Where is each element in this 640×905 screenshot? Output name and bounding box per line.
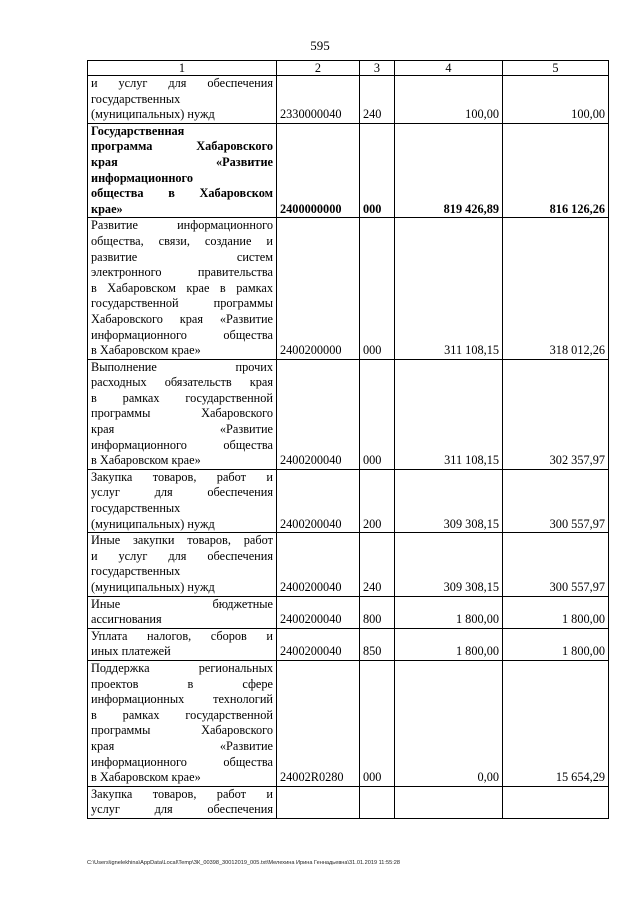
table-row [88,359,609,469]
expense-name-line: и услуг для обеспечения [91,76,273,90]
file-path-footer: C:\Users\ignelekhina\AppData\Local\Temp\ЗК_00398_30012019_005.txt\Мелехина Ирина Геннадьевна\31.01.2019 11:55:28 [87,860,400,866]
expense-name-line: ассигнования [91,612,162,627]
amount-year2-cell: 100,00 [503,76,609,124]
expense-name-cell [88,469,277,532]
table-row [88,469,609,532]
expense-name-line: информационного [91,170,193,185]
expense-kind-cell: 200 [360,469,395,532]
budget-table [87,60,609,819]
expense-name-line: Закупка товаров, работ и [91,786,273,801]
expense-name-line: Развитие информационного [91,218,273,233]
expense-kind-cell: 000 [360,359,395,469]
amount-year2-cell: 300 557,97 [503,469,609,532]
target-code-cell: 2400200000 [277,218,360,359]
table-row [88,123,609,218]
target-code-cell: 2400000000 [277,123,360,218]
expense-name-cell [88,359,277,469]
expense-name-cell [88,76,277,124]
target-code-cell: 2400200040 [277,596,360,628]
expense-name-cell [88,218,277,359]
expense-name-line: в Хабаровском крае» [91,343,201,358]
table-row [88,660,609,786]
expense-name-line: края «Развитие [91,738,273,753]
expense-name-line: информационного общества [91,327,273,342]
amount-year1-cell: 309 308,15 [395,533,503,596]
expense-name-line: общества в Хабаровском [91,186,273,201]
amount-year2-cell: 1 800,00 [503,596,609,628]
expense-name-line: общества, связи, создание и [91,233,273,248]
column-header-1: 1 [88,61,277,76]
target-code-cell: 24002R0280 [277,660,360,786]
amount-year2-cell [503,786,609,818]
amount-year1-cell: 0,00 [395,660,503,786]
table-row [88,596,609,628]
expense-name-line: края «Развитие [91,154,273,169]
expense-name-line: государственной программы [91,296,273,311]
expense-name-cell [88,660,277,786]
amount-year1-cell: 311 108,15 [395,359,503,469]
expense-kind-cell [360,786,395,818]
expense-name-cell [88,123,277,218]
amount-year1-cell: 819 426,89 [395,123,503,218]
amount-year1-cell: 1 800,00 [395,596,503,628]
table-row [88,533,609,596]
amount-year2-cell: 300 557,97 [503,533,609,596]
amount-year1-cell: 1 800,00 [395,628,503,660]
expense-name-line: Хабаровского края «Развитие [91,311,273,326]
expense-name-line: информационного общества [91,754,273,769]
expense-name-line: крае» [91,201,123,216]
expense-name-line: информационных технологий [91,692,273,707]
amount-year2-cell: 15 654,29 [503,660,609,786]
expense-name-cell [88,596,277,628]
target-code-cell: 2400200040 [277,469,360,532]
expense-name-line: государственных [91,564,181,579]
expense-name-line: Иные бюджетные [91,596,273,611]
column-header-3: 3 [360,61,395,76]
table-body [88,76,609,819]
target-code-cell [277,786,360,818]
expense-name-line: Иные закупки товаров, работ [91,533,273,548]
column-header-2: 2 [277,61,360,76]
amount-year1-cell: 311 108,15 [395,218,503,359]
target-code-cell: 2400200040 [277,628,360,660]
expense-name-line: (муниципальных) нужд [91,107,215,122]
expense-kind-cell: 000 [360,218,395,359]
expense-name-line: в рамках государственной [91,390,273,405]
expense-kind-cell: 800 [360,596,395,628]
page-number: 595 [310,38,330,53]
expense-name-line: (муниципальных) нужд [91,580,215,594]
expense-name-line: Уплата налогов, сборов и [91,628,273,643]
expense-name-cell [88,786,277,818]
expense-name-line: края «Развитие [91,422,273,437]
expense-name-line: и услуг для обеспечения [91,548,273,563]
expense-name-line: программы Хабаровского [91,406,273,421]
expense-kind-cell: 850 [360,628,395,660]
amount-year1-cell: 309 308,15 [395,469,503,532]
expense-name-line: электронного правительства [91,265,273,280]
amount-year1-cell: 100,00 [395,76,503,124]
amount-year2-cell: 816 126,26 [503,123,609,218]
column-header-4: 4 [395,61,503,76]
expense-name-line: (муниципальных) нужд [91,516,215,531]
expense-kind-cell: 240 [360,533,395,596]
expense-kind-cell: 000 [360,123,395,218]
column-header-5: 5 [503,61,609,76]
expense-name-line: Закупка товаров, работ и [91,469,273,484]
expense-name-line: проектов в сфере [91,676,273,691]
expense-name-line: в Хабаровском крае в рамках [91,280,273,295]
expense-kind-cell: 000 [360,660,395,786]
target-code-cell: 2330000040 [277,76,360,124]
expense-name-line: иных платежей [91,644,171,659]
amount-year2-cell: 1 800,00 [503,628,609,660]
expense-name-line: государственных [91,91,181,106]
expense-name-cell [88,628,277,660]
amount-year2-cell: 302 357,97 [503,359,609,469]
amount-year2-cell: 318 012,26 [503,218,609,359]
expense-name-line: программы Хабаровского [91,723,273,738]
expense-name-line: Выполнение прочих [91,359,273,374]
expense-name-line: расходных обязательств края [91,375,273,390]
table-row [88,786,609,818]
expense-name-line: услуг для обеспечения [91,802,273,817]
table-row [88,76,609,124]
expense-name-cell [88,533,277,596]
expense-name-line: услуг для обеспечения [91,485,273,500]
expense-name-line: программа Хабаровского [91,139,273,154]
table-row [88,218,609,359]
expense-kind-cell: 240 [360,76,395,124]
table-header [88,61,609,76]
expense-name-line: в Хабаровском крае» [91,453,201,468]
expense-name-line: развитие систем [91,249,273,264]
expense-name-line: в рамках государственной [91,707,273,722]
amount-year1-cell [395,786,503,818]
expense-name-line: информационного общества [91,437,273,452]
target-code-cell: 2400200040 [277,533,360,596]
expense-name-line: государственных [91,501,181,516]
expense-name-line: Государственная [91,123,185,138]
table-row [88,628,609,660]
target-code-cell: 2400200040 [277,359,360,469]
expense-name-line: в Хабаровском крае» [91,770,201,785]
expense-name-line: Поддержка региональных [91,660,273,675]
